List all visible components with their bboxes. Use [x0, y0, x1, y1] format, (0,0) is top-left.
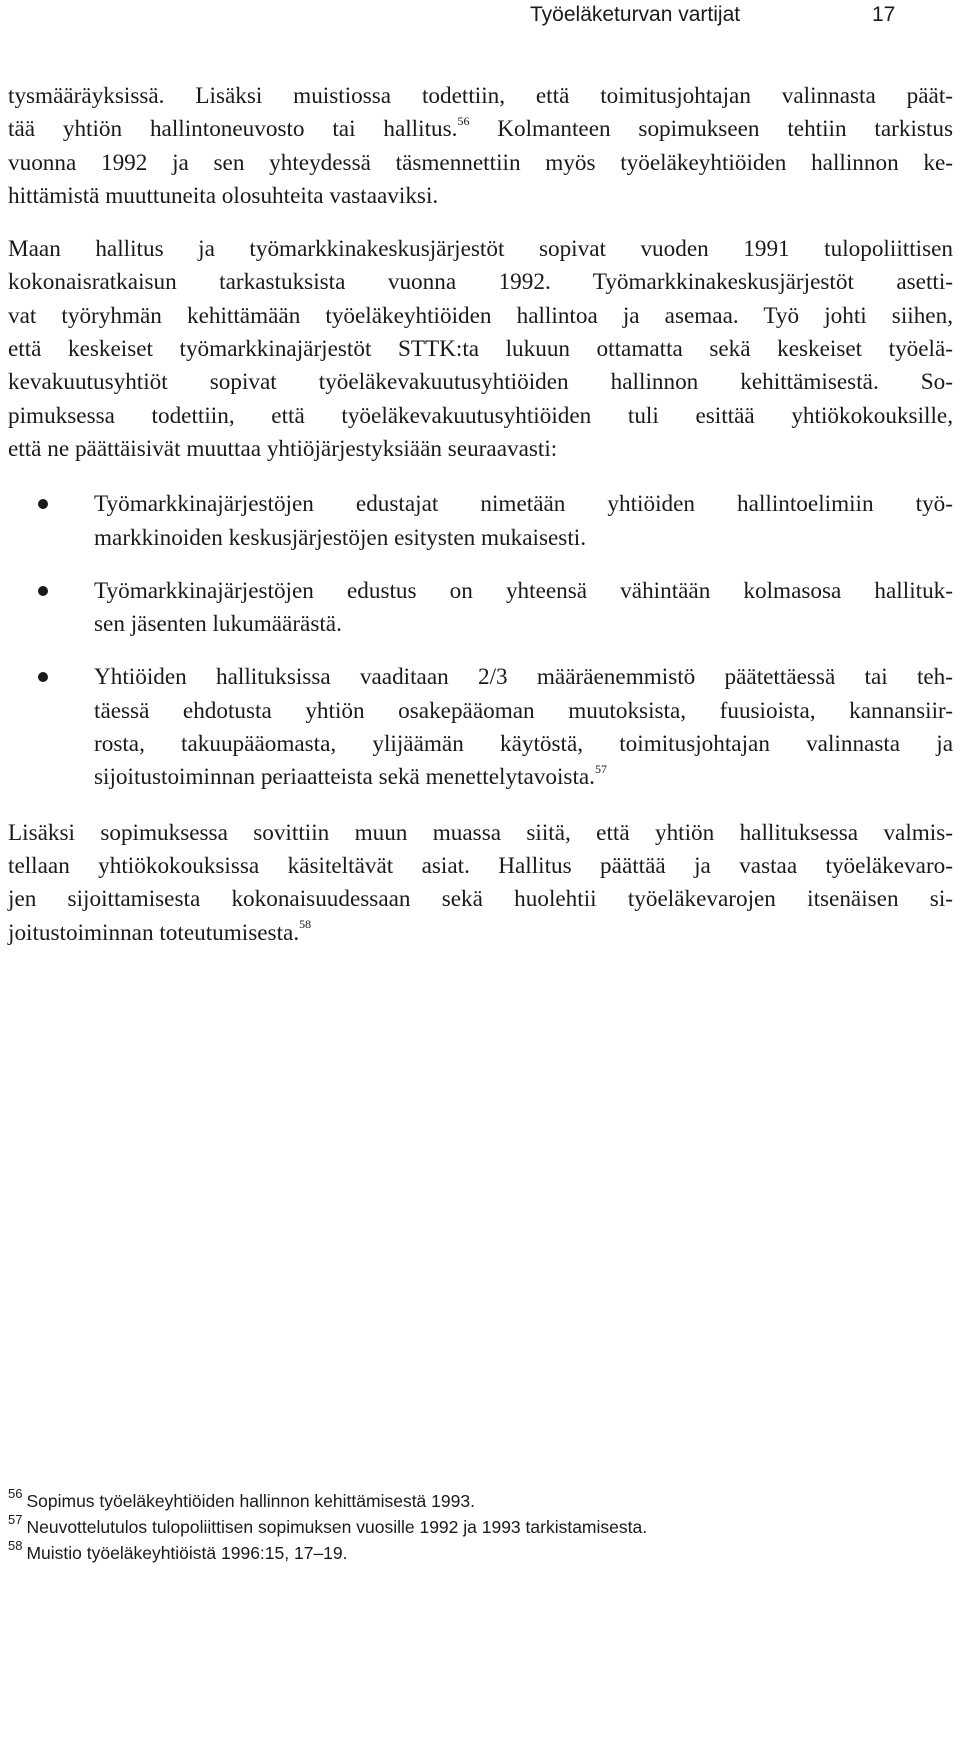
paragraph-1 [8, 80, 953, 213]
footnote-58 [8, 1540, 953, 1566]
footnote-number: 57 [8, 1512, 23, 1528]
footnote-ref-58[interactable]: 58 [299, 916, 312, 931]
running-header-title: Työeläketurvan vartijat [530, 3, 741, 26]
paragraph-line: vat työryhmän kehittämään työeläkeyhtiöiden hallintoa ja asemaa. Työ johti siihen, [8, 302, 953, 329]
footnote-57 [8, 1514, 953, 1540]
paragraph-line: pimuksessa todettiin, että työeläkevakuutusyhtiöiden tuli esittää yhtiökokouksille, [8, 402, 953, 429]
bullet-line: sen jäsenten lukumäärästä. [94, 611, 342, 638]
paragraph-line: kevakuutusyhtiöt sopivat työeläkevakuutusyhtiöiden hallinnon kehittämisestä. So- [8, 369, 953, 396]
footnote-text: Muistio työeläkeyhtiöistä 1996:15, 17–19. [26, 1543, 348, 1563]
bullet-icon [38, 499, 48, 509]
paragraph-line: tysmääräyksissä. Lisäksi muistiossa todettiin, että toimitusjohtajan valinnasta päät- [8, 83, 953, 109]
bullet-line: rosta, takuupääomasta, ylijäämän käytöstä, toimitusjohtajan valinnasta ja [94, 731, 953, 758]
paragraph-line: että keskeiset työmarkkinajärjestöt STTK:ta lukuun ottamatta sekä keskeiset työelä- [8, 336, 953, 363]
footnote-text: Neuvottelutulos tulopoliittisen sopimuksen vuosille 1992 ja 1993 tarkistamisesta. [26, 1517, 648, 1537]
footnote-ref-57[interactable]: 57 [594, 761, 607, 776]
bullet-item [8, 661, 953, 794]
paragraph-line: että ne päättäisivät muuttaa yhtiöjärjestyksiään seuraavasti: [8, 435, 558, 462]
footnotes [8, 1488, 953, 1566]
footnote-ref-56[interactable]: 56 [457, 113, 470, 128]
text-run: tää yhtiön hallintoneuvosto tai hallitus. [8, 116, 458, 143]
footnote-number: 58 [8, 1538, 23, 1554]
bullet-icon [38, 586, 48, 596]
paragraph-line [8, 917, 953, 950]
bullet-line: Yhtiöiden hallituksissa vaaditaan 2/3 määräenemmistö päätettäessä tai teh- [94, 664, 953, 691]
paragraph-line: vuonna 1992 ja sen yhteydessä täsmennettiin myös työeläkeyhtiöiden hallinnon ke- [8, 149, 953, 176]
bullet-line: Työmarkkinajärjestöjen edustajat nimetään yhtiöiden hallintoelimiin työ- [94, 491, 953, 518]
text-run: sijoitustoiminnan periaatteista sekä menettelytavoista. [94, 764, 595, 791]
footnote-text: Sopimus työeläkeyhtiöiden hallinnon kehittämisestä 1993. [26, 1491, 475, 1511]
running-header [0, 0, 960, 32]
page-number: 17 [872, 3, 896, 26]
bullet-line: täessä ehdotusta yhtiön osakepääoman muutoksista, fuusioista, kannansiir- [94, 697, 953, 724]
paragraph-line: Lisäksi sopimuksessa sovittiin muun muassa siitä, että yhtiön hallituksessa valmis- [8, 819, 953, 846]
paragraph-2 [8, 233, 953, 466]
paragraph-line: jen sijoittamisesta kokonaisuudessaan sekä huolehtii työeläkevarojen itsenäisen si- [8, 886, 953, 913]
bullet-line: markkinoiden keskusjärjestöjen esitysten mukaisesti. [94, 524, 586, 551]
bullet-icon [38, 672, 48, 682]
bullet-item [8, 575, 953, 642]
text-run: joitustoiminnan toteutumisesta. [8, 919, 300, 946]
bullet-line: Työmarkkinajärjestöjen edustus on yhteensä vähintään kolmasosa hallituk- [94, 577, 953, 604]
paragraph-3 [8, 817, 953, 950]
paragraph-line: hittämistä muuttuneita olosuhteita vastaaviksi. [8, 182, 439, 209]
paragraph-line: kokonaisratkaisun tarkastuksista vuonna 1992. Työmarkkinakeskusjärjestöt asetti- [8, 269, 953, 296]
footnote-number: 56 [8, 1486, 23, 1502]
text-run: Kolmanteen sopimukseen tehtiin tarkistus [469, 116, 953, 143]
bullet-list [8, 488, 953, 794]
footnote-56 [8, 1488, 953, 1514]
paragraph-line: Maan hallitus ja työmarkkinakeskusjärjestöt sopivat vuoden 1991 tulopoliittisen [8, 236, 953, 263]
paragraph-line: tellaan yhtiökokouksissa käsiteltävät asiat. Hallitus päättää ja vastaa työeläkevaro- [8, 852, 953, 879]
paragraph-line [8, 113, 953, 146]
bullet-line [94, 761, 953, 794]
bullet-item [8, 488, 953, 555]
body-text [8, 80, 953, 950]
